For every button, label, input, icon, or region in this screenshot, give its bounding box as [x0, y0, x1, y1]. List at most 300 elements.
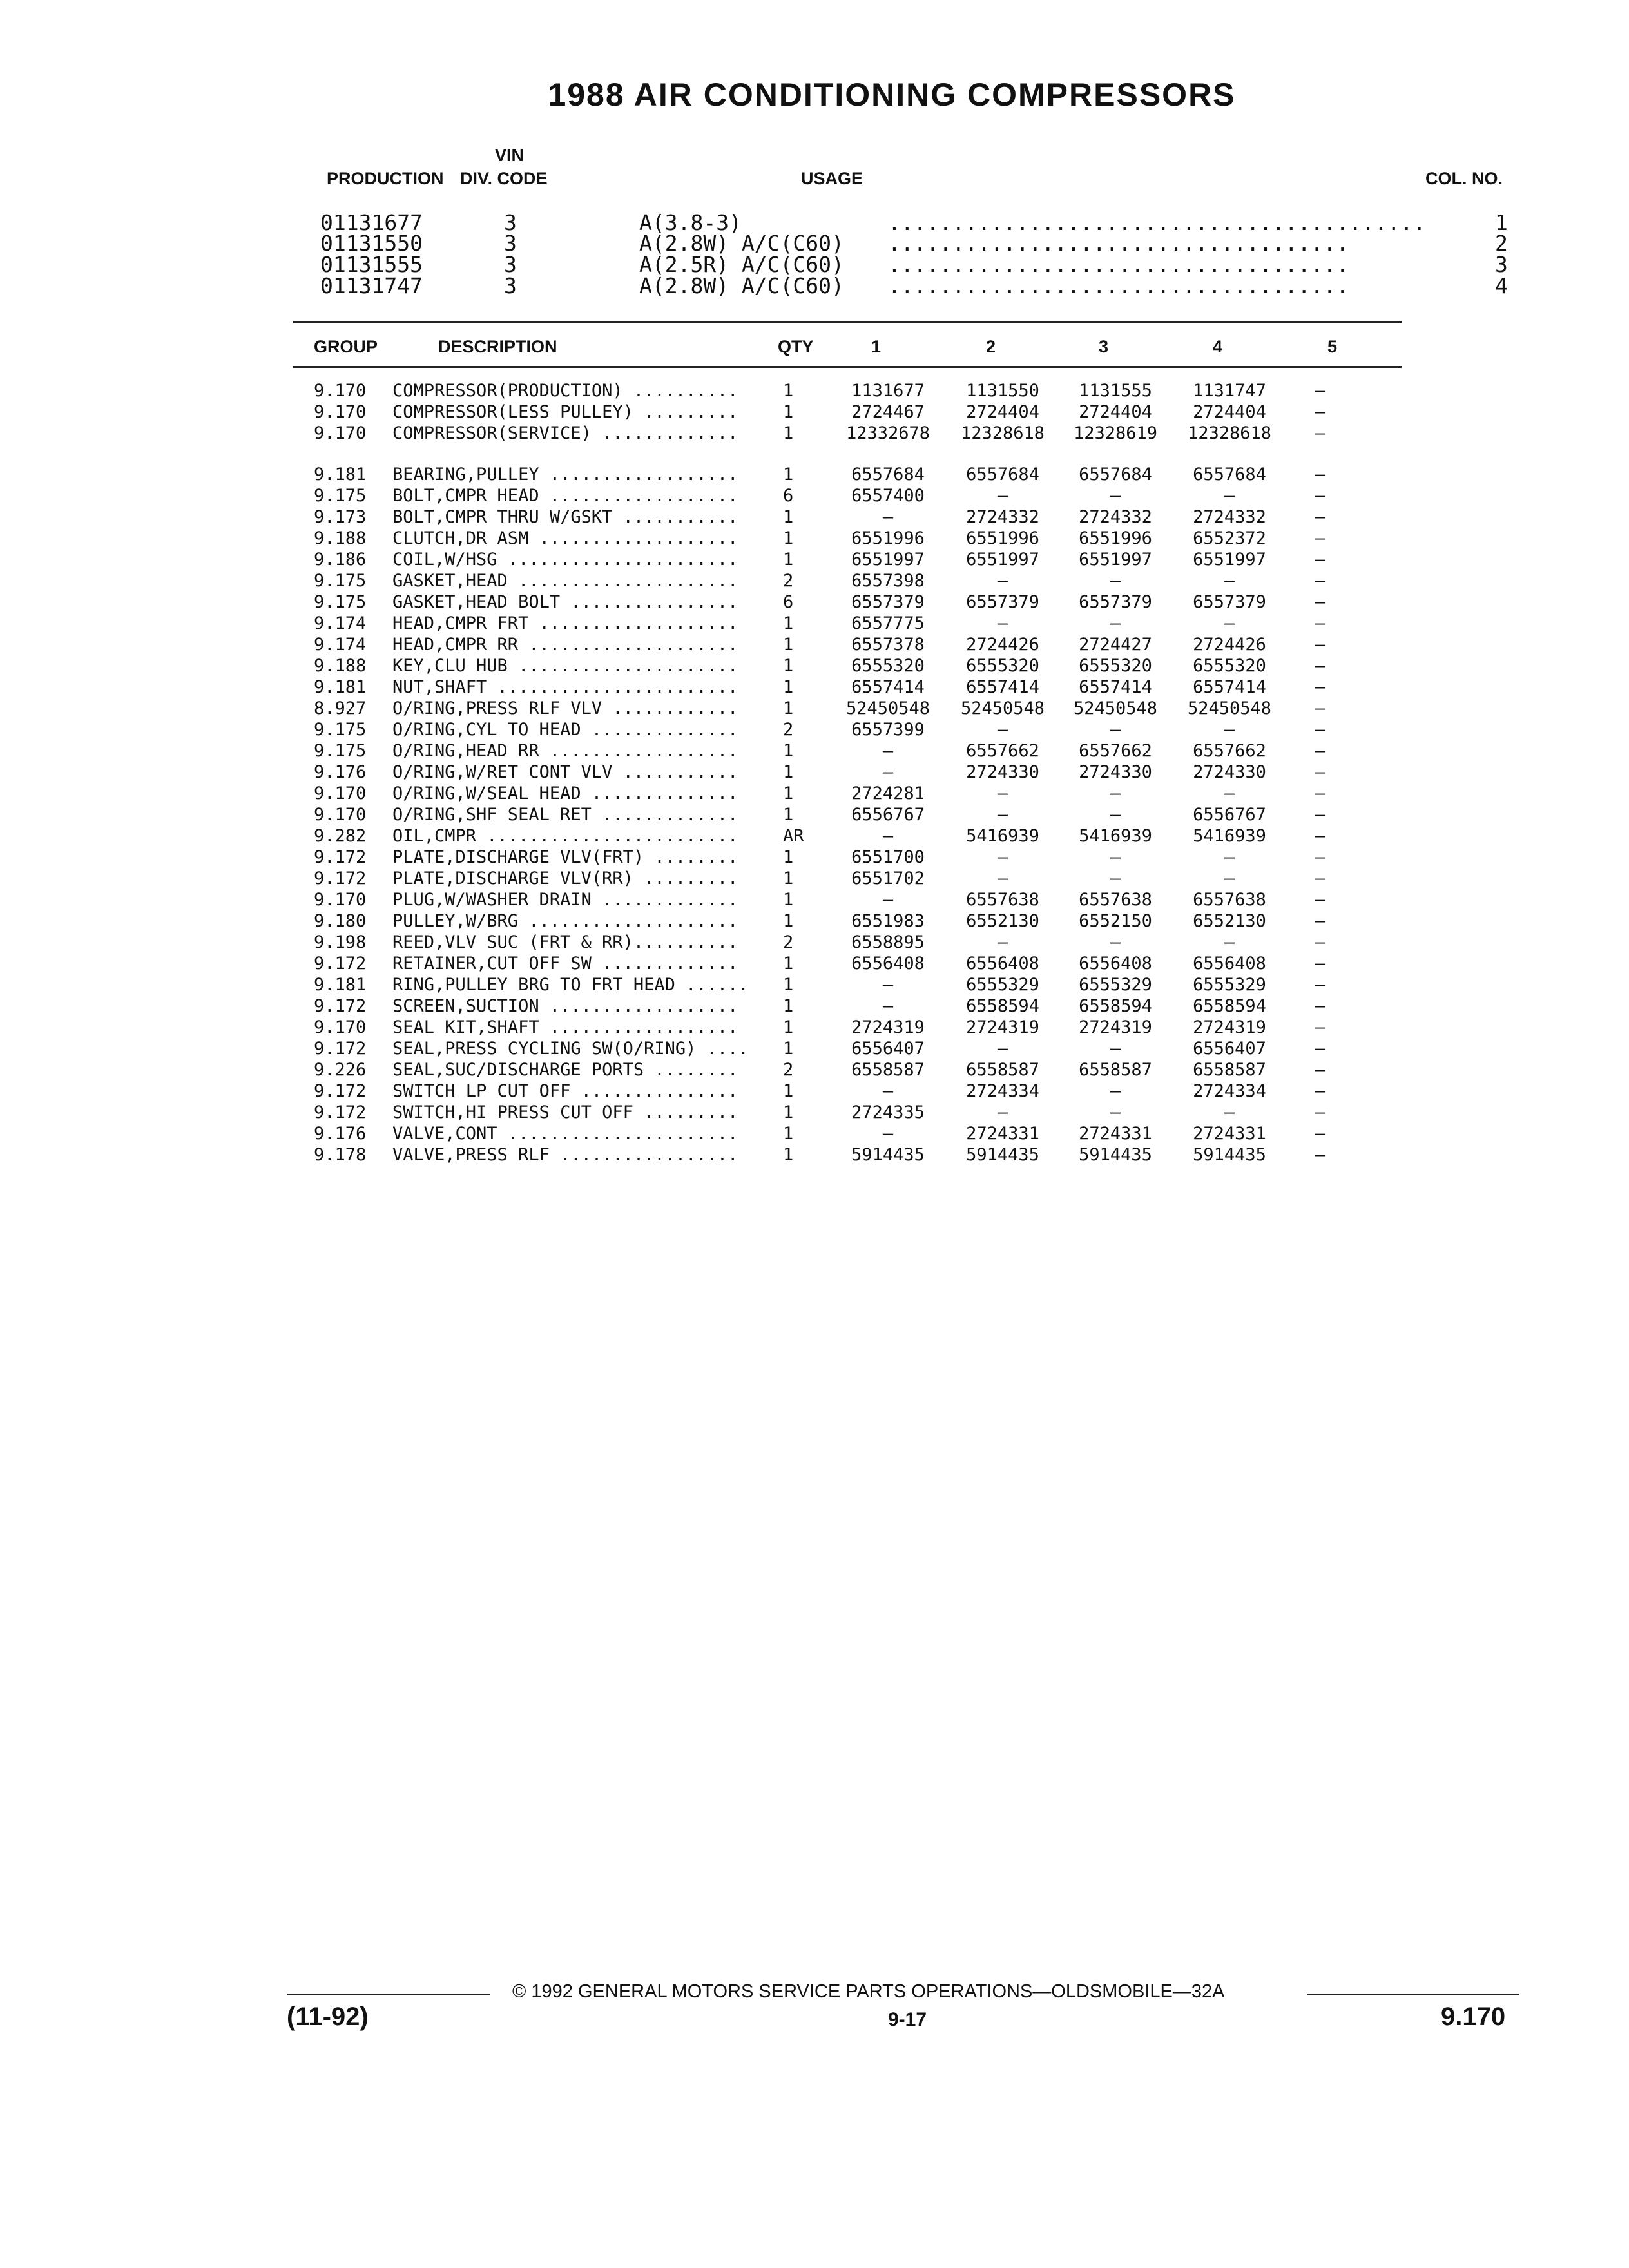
part-number-col5: — — [1315, 762, 1325, 782]
part-number-col1: — — [882, 1081, 894, 1101]
part-description: O/RING,CYL TO HEAD .............. — [392, 720, 738, 740]
part-description: VALVE,CONT ...................... — [392, 1124, 738, 1144]
part-number-col4: — — [1224, 486, 1235, 506]
part-number-col2: 6557662 — [966, 741, 1039, 761]
group-code: 9.170 — [314, 381, 367, 401]
part-description: BOLT,CMPR THRU W/GSKT ........... — [392, 507, 738, 527]
table-row — [0, 380, 1629, 401]
part-number-col4: 6556407 — [1193, 1039, 1266, 1059]
group-code: 9.180 — [314, 911, 367, 931]
quantity: 1 — [783, 613, 794, 633]
part-number-col2: — — [997, 486, 1008, 506]
table-row — [0, 932, 1629, 953]
part-number-col5: — — [1315, 613, 1325, 633]
part-number-col4: 6557662 — [1193, 741, 1266, 761]
table-row — [0, 591, 1629, 613]
part-number-col3: 6555320 — [1079, 656, 1152, 676]
part-number-col1: 6551702 — [851, 869, 925, 889]
column-number: 3 — [1495, 252, 1508, 277]
table-row — [0, 889, 1629, 910]
group-code: 9.181 — [314, 975, 367, 995]
col-1: 1 — [871, 337, 882, 356]
table-row — [0, 995, 1629, 1017]
part-number-col4: 6557414 — [1193, 677, 1266, 697]
group-code: 9.282 — [314, 826, 367, 846]
quantity: 1 — [783, 1039, 794, 1059]
group-code: 9.175 — [314, 571, 367, 591]
part-number-col5: — — [1315, 1102, 1325, 1122]
table-row — [0, 1038, 1629, 1059]
part-description: COMPRESSOR(PRODUCTION) .......... — [392, 381, 738, 401]
part-number-col2: 6557638 — [966, 890, 1039, 910]
part-number-col3: 6555329 — [1079, 975, 1152, 995]
leader-dots: .................................... — [888, 273, 1349, 298]
part-number-col2: 6551997 — [966, 550, 1039, 570]
part-number-col4: 6557638 — [1193, 890, 1266, 910]
part-number-col2: — — [997, 932, 1008, 952]
part-number-col2: — — [997, 720, 1008, 740]
part-description: GASKET,HEAD ..................... — [392, 571, 738, 591]
part-number-col4: 6555329 — [1193, 975, 1266, 995]
part-number-col5: — — [1315, 826, 1325, 846]
part-description: PLATE,DISCHARGE VLV(FRT) ........ — [392, 847, 738, 867]
part-number-col1: 6551983 — [851, 911, 925, 931]
part-number-col3: 6557662 — [1079, 741, 1152, 761]
table-row — [0, 762, 1629, 783]
group-code: 9.188 — [314, 528, 367, 548]
quantity: 1 — [783, 1102, 794, 1122]
divider — [1307, 1994, 1519, 1995]
part-number-col4: 12328618 — [1187, 423, 1272, 443]
group-code: 9.170 — [314, 1017, 367, 1037]
part-number-col2: 6558587 — [966, 1060, 1039, 1080]
part-description: PLATE,DISCHARGE VLV(RR) ......... — [392, 869, 738, 889]
group-code: 9.170 — [314, 402, 367, 422]
group-code: 9.188 — [314, 656, 367, 676]
quantity: 2 — [783, 571, 794, 591]
part-number-col4: — — [1224, 1102, 1235, 1122]
revision-date: (11-92) — [287, 2003, 369, 2031]
group-code: 9.198 — [314, 932, 367, 952]
section-number: 9.170 — [1441, 2003, 1506, 2031]
quantity: 1 — [783, 1081, 794, 1101]
group-code: 9.175 — [314, 486, 367, 506]
part-number-col1: 6557400 — [851, 486, 925, 506]
part-number-col5: — — [1315, 1017, 1325, 1037]
part-number-col4: 6558587 — [1193, 1060, 1266, 1080]
part-number-col5: — — [1315, 1145, 1325, 1165]
table-row — [0, 1123, 1629, 1144]
group-code: 9.170 — [314, 805, 367, 825]
part-number-col4: 2724330 — [1193, 762, 1266, 782]
part-number-col4: 1131747 — [1193, 381, 1266, 401]
group-code: 9.172 — [314, 1102, 367, 1122]
part-description: COIL,W/HSG ...................... — [392, 550, 738, 570]
part-number-col2: — — [997, 783, 1008, 803]
part-number-col2: 5914435 — [966, 1145, 1039, 1165]
page-title: 1988 AIR CONDITIONING COMPRESSORS — [548, 77, 1236, 113]
column-number: 1 — [1495, 210, 1508, 235]
part-description: COMPRESSOR(LESS PULLEY) ......... — [392, 402, 738, 422]
quantity: 1 — [783, 783, 794, 803]
part-number-col1: 6558587 — [851, 1060, 925, 1080]
table-row — [0, 1081, 1629, 1102]
quantity: 1 — [783, 741, 794, 761]
part-number-col1: 6551700 — [851, 847, 925, 867]
part-number-col3: 5416939 — [1079, 826, 1152, 846]
part-number-col5: — — [1315, 805, 1325, 825]
part-number-col5: — — [1315, 996, 1325, 1016]
part-number-col1: 6551997 — [851, 550, 925, 570]
table-row — [0, 549, 1629, 570]
part-number-col2: 1131550 — [966, 381, 1039, 401]
part-number-col2: 2724330 — [966, 762, 1039, 782]
part-description: KEY,CLU HUB ..................... — [392, 656, 738, 676]
part-description: PLUG,W/WASHER DRAIN ............. — [392, 890, 738, 910]
col-5: 5 — [1327, 337, 1338, 356]
part-description: O/RING,HEAD RR .................. — [392, 741, 738, 761]
part-number-col4: 6556767 — [1193, 805, 1266, 825]
part-number-col3: — — [1110, 613, 1121, 633]
part-description: COMPRESSOR(SERVICE) ............. — [392, 423, 738, 443]
part-number-col5: — — [1315, 1060, 1325, 1080]
usage-text: A(3.8-3) — [639, 210, 742, 235]
part-number-col3: 12328619 — [1073, 423, 1158, 443]
part-number-col4: 6558594 — [1193, 996, 1266, 1016]
column-number: 2 — [1495, 231, 1508, 256]
part-number-col3: 6556408 — [1079, 954, 1152, 974]
part-number-col4: — — [1224, 783, 1235, 803]
part-number-col3: — — [1110, 1039, 1121, 1059]
group-code: 9.170 — [314, 423, 367, 443]
table-row — [0, 974, 1629, 995]
part-number-col5: — — [1315, 656, 1325, 676]
part-number-col4: — — [1224, 720, 1235, 740]
group-code: 9.226 — [314, 1060, 367, 1080]
part-number-col3: — — [1110, 1081, 1121, 1101]
part-number-col2: 6556408 — [966, 954, 1039, 974]
part-number-col1: 6557379 — [851, 592, 925, 612]
group-code: 9.172 — [314, 996, 367, 1016]
quantity: 6 — [783, 486, 794, 506]
division-code: 3 — [504, 210, 517, 235]
part-number-col1: 6555320 — [851, 656, 925, 676]
quantity: 1 — [783, 423, 794, 443]
part-number-col2: 6557379 — [966, 592, 1039, 612]
part-number-col3: 2724404 — [1079, 402, 1152, 422]
table-row — [0, 953, 1629, 974]
part-number-col4: 6556408 — [1193, 954, 1266, 974]
part-description: O/RING,W/RET CONT VLV ........... — [392, 762, 738, 782]
group-code: 9.181 — [314, 465, 367, 485]
part-number-col5: — — [1315, 486, 1325, 506]
part-number-col1: — — [882, 826, 894, 846]
part-number-col3: 6557379 — [1079, 592, 1152, 612]
part-description: SCREEN,SUCTION .................. — [392, 996, 738, 1016]
quantity: 1 — [783, 847, 794, 867]
part-description: CLUTCH,DR ASM ................... — [392, 528, 738, 548]
leader-dots: .................................... — [888, 231, 1349, 256]
table-row — [0, 698, 1629, 719]
part-number-col3: 6558594 — [1079, 996, 1152, 1016]
part-number-col1: 2724335 — [851, 1102, 925, 1122]
column-number: 4 — [1495, 273, 1508, 298]
part-number-col3: 6557414 — [1079, 677, 1152, 697]
part-number-col4: 6551997 — [1193, 550, 1266, 570]
quantity: 1 — [783, 911, 794, 931]
divider — [287, 1994, 490, 1995]
part-number-col3: — — [1110, 932, 1121, 952]
part-number-col5: — — [1315, 402, 1325, 422]
production-header: PRODUCTION — [327, 169, 444, 188]
table-row — [0, 570, 1629, 591]
part-number-col4: 6552372 — [1193, 528, 1266, 548]
part-number-col4: 6555320 — [1193, 656, 1266, 676]
group-code: 9.172 — [314, 869, 367, 889]
part-number-col4: 6552130 — [1193, 911, 1266, 931]
part-number-col4: 2724332 — [1193, 507, 1266, 527]
part-number-col3: 2724332 — [1079, 507, 1152, 527]
part-number-col5: — — [1315, 550, 1325, 570]
quantity: 1 — [783, 954, 794, 974]
quantity: 1 — [783, 402, 794, 422]
part-number-col3: 6552150 — [1079, 911, 1152, 931]
part-number-col1: 6551996 — [851, 528, 925, 548]
part-number-col5: — — [1315, 465, 1325, 485]
part-number-col4: 52450548 — [1187, 698, 1272, 718]
part-number-col5: — — [1315, 847, 1325, 867]
table-row — [0, 1102, 1629, 1123]
part-number-col5: — — [1315, 783, 1325, 803]
usage-text: A(2.8W) A/C(C60) — [639, 231, 844, 256]
part-number-col5: — — [1315, 528, 1325, 548]
part-description: VALVE,PRESS RLF ................. — [392, 1145, 738, 1165]
part-number-col2: — — [997, 1102, 1008, 1122]
quantity: 1 — [783, 975, 794, 995]
part-number-col2: 2724334 — [966, 1081, 1039, 1101]
part-number-col2: 6558594 — [966, 996, 1039, 1016]
quantity: 1 — [783, 550, 794, 570]
part-number-col1: 2724467 — [851, 402, 925, 422]
part-number-col1: 6557414 — [851, 677, 925, 697]
part-number-col3: 5914435 — [1079, 1145, 1152, 1165]
part-number-col4: 2724426 — [1193, 635, 1266, 655]
group-code: 9.172 — [314, 1081, 367, 1101]
part-number-col2: — — [997, 847, 1008, 867]
part-number-col5: — — [1315, 911, 1325, 931]
part-number-col5: — — [1315, 635, 1325, 655]
part-description: REED,VLV SUC (FRT & RR).......... — [392, 932, 738, 952]
part-number-col3: — — [1110, 847, 1121, 867]
part-description: O/RING,PRESS RLF VLV ............ — [392, 698, 738, 718]
part-number-col1: 6558895 — [851, 932, 925, 952]
group-code: 9.172 — [314, 847, 367, 867]
part-number-col3: — — [1110, 783, 1121, 803]
group-code: 9.175 — [314, 741, 367, 761]
part-number-col2: 6555320 — [966, 656, 1039, 676]
usage-text: A(2.5R) A/C(C60) — [639, 252, 844, 277]
part-number-col5: — — [1315, 741, 1325, 761]
part-number-col3: 1131555 — [1079, 381, 1152, 401]
table-row — [0, 464, 1629, 485]
part-number-col5: — — [1315, 381, 1325, 401]
part-number-col3: 6551997 — [1079, 550, 1152, 570]
group-code: 9.178 — [314, 1145, 367, 1165]
part-description: SWITCH,HI PRESS CUT OFF ......... — [392, 1102, 738, 1122]
table-row — [0, 634, 1629, 655]
part-number-col2: 2724426 — [966, 635, 1039, 655]
part-description: SEAL,SUC/DISCHARGE PORTS ........ — [392, 1060, 738, 1080]
part-number-col2: — — [997, 613, 1008, 633]
part-description: HEAD,CMPR RR .................... — [392, 635, 738, 655]
part-number-col2: — — [997, 571, 1008, 591]
part-description: BOLT,CMPR HEAD .................. — [392, 486, 738, 506]
col-3: 3 — [1099, 337, 1109, 356]
table-row — [0, 677, 1629, 698]
part-number-col2: — — [997, 869, 1008, 889]
div-code-header: DIV. CODE — [460, 169, 548, 188]
table-row — [0, 783, 1629, 804]
part-number-col3: — — [1110, 571, 1121, 591]
part-number-col5: — — [1315, 592, 1325, 612]
group-code: 9.176 — [314, 1124, 367, 1144]
quantity: AR — [783, 826, 804, 846]
group-code: 9.175 — [314, 720, 367, 740]
part-number-col4: 2724331 — [1193, 1124, 1266, 1144]
part-description: SEAL,PRESS CYCLING SW(O/RING) .... — [392, 1039, 749, 1059]
part-number-col1: 6557399 — [851, 720, 925, 740]
table-row — [0, 847, 1629, 868]
quantity: 1 — [783, 698, 794, 718]
part-number-col3: 6557684 — [1079, 465, 1152, 485]
quantity: 1 — [783, 869, 794, 889]
part-number-col5: — — [1315, 507, 1325, 527]
part-number-col4: 5416939 — [1193, 826, 1266, 846]
part-number-col5: — — [1315, 932, 1325, 952]
part-number-col2: 6552130 — [966, 911, 1039, 931]
group-code: 9.174 — [314, 635, 367, 655]
part-number-col3: 6551996 — [1079, 528, 1152, 548]
part-number-col1: 2724319 — [851, 1017, 925, 1037]
part-number-col4: 2724334 — [1193, 1081, 1266, 1101]
usage-header: USAGE — [801, 169, 863, 188]
part-number-col3: — — [1110, 486, 1121, 506]
part-description: O/RING,W/SEAL HEAD .............. — [392, 783, 738, 803]
group-code: 9.186 — [314, 550, 367, 570]
table-row — [0, 910, 1629, 932]
part-number-col1: — — [882, 1124, 894, 1144]
quantity: 1 — [783, 677, 794, 697]
table-row — [0, 1017, 1629, 1038]
quantity: 2 — [783, 720, 794, 740]
part-description: GASKET,HEAD BOLT ................ — [392, 592, 738, 612]
quantity: 1 — [783, 528, 794, 548]
part-number-col3: — — [1110, 869, 1121, 889]
part-number-col3: — — [1110, 720, 1121, 740]
quantity: 1 — [783, 1124, 794, 1144]
part-number-col2: 52450548 — [960, 698, 1045, 718]
col-no-header: COL. NO. — [1425, 169, 1503, 188]
col-qty: QTY — [778, 337, 814, 356]
col-4: 4 — [1213, 337, 1223, 356]
part-number-col1: — — [882, 762, 894, 782]
part-number-col3: 6558587 — [1079, 1060, 1152, 1080]
quantity: 1 — [783, 996, 794, 1016]
part-number-col1: 6556407 — [851, 1039, 925, 1059]
part-number-col1: 12332678 — [845, 423, 930, 443]
part-number-col1: 1131677 — [851, 381, 925, 401]
part-number-col4: — — [1224, 847, 1235, 867]
part-number-col2: 2724332 — [966, 507, 1039, 527]
group-code: 9.170 — [314, 783, 367, 803]
quantity: 1 — [783, 656, 794, 676]
group-code: 8.927 — [314, 698, 367, 718]
part-number-col5: — — [1315, 1124, 1325, 1144]
quantity: 1 — [783, 465, 794, 485]
quantity: 1 — [783, 507, 794, 527]
part-number-col3: 52450548 — [1073, 698, 1158, 718]
part-number-col5: — — [1315, 571, 1325, 591]
divider — [293, 321, 1402, 323]
part-number-col1: 6556408 — [851, 954, 925, 974]
division-code: 3 — [504, 252, 517, 277]
quantity: 2 — [783, 932, 794, 952]
part-description: RING,PULLEY BRG TO FRT HEAD ...... — [392, 975, 749, 995]
part-number-col4: — — [1224, 869, 1235, 889]
table-row — [0, 655, 1629, 677]
part-number-col5: — — [1315, 954, 1325, 974]
part-number-col5: — — [1315, 720, 1325, 740]
part-number-col1: — — [882, 975, 894, 995]
part-number-col2: 2724319 — [966, 1017, 1039, 1037]
quantity: 1 — [783, 1017, 794, 1037]
group-code: 9.172 — [314, 954, 367, 974]
production-number: 01131747 — [320, 273, 423, 298]
part-number-col2: — — [997, 1039, 1008, 1059]
part-number-col3: 2724330 — [1079, 762, 1152, 782]
part-number-col1: — — [882, 996, 894, 1016]
table-row — [0, 485, 1629, 506]
page-number: 9-17 — [888, 2009, 927, 2030]
col-description: DESCRIPTION — [438, 337, 557, 356]
part-number-col3: 2724319 — [1079, 1017, 1152, 1037]
part-number-col4: 2724319 — [1193, 1017, 1266, 1037]
part-number-col3: — — [1110, 805, 1121, 825]
part-description: O/RING,SHF SEAL RET ............. — [392, 805, 738, 825]
part-number-col5: — — [1315, 890, 1325, 910]
part-description: RETAINER,CUT OFF SW ............. — [392, 954, 738, 974]
group-code: 9.174 — [314, 613, 367, 633]
part-description: HEAD,CMPR FRT ................... — [392, 613, 738, 633]
table-row — [0, 401, 1629, 423]
table-row — [0, 1059, 1629, 1081]
part-description: SEAL KIT,SHAFT .................. — [392, 1017, 738, 1037]
part-number-col4: 6557684 — [1193, 465, 1266, 485]
part-number-col5: — — [1315, 1039, 1325, 1059]
group-code: 9.176 — [314, 762, 367, 782]
table-row — [0, 719, 1629, 740]
table-row — [0, 528, 1629, 549]
part-number-col4: — — [1224, 571, 1235, 591]
table-row — [0, 613, 1629, 634]
production-number: 01131677 — [320, 210, 423, 235]
part-number-col1: 6557775 — [851, 613, 925, 633]
part-description: NUT,SHAFT ....................... — [392, 677, 738, 697]
group-code: 9.181 — [314, 677, 367, 697]
division-code: 3 — [504, 273, 517, 298]
group-code: 9.173 — [314, 507, 367, 527]
part-number-col5: — — [1315, 869, 1325, 889]
